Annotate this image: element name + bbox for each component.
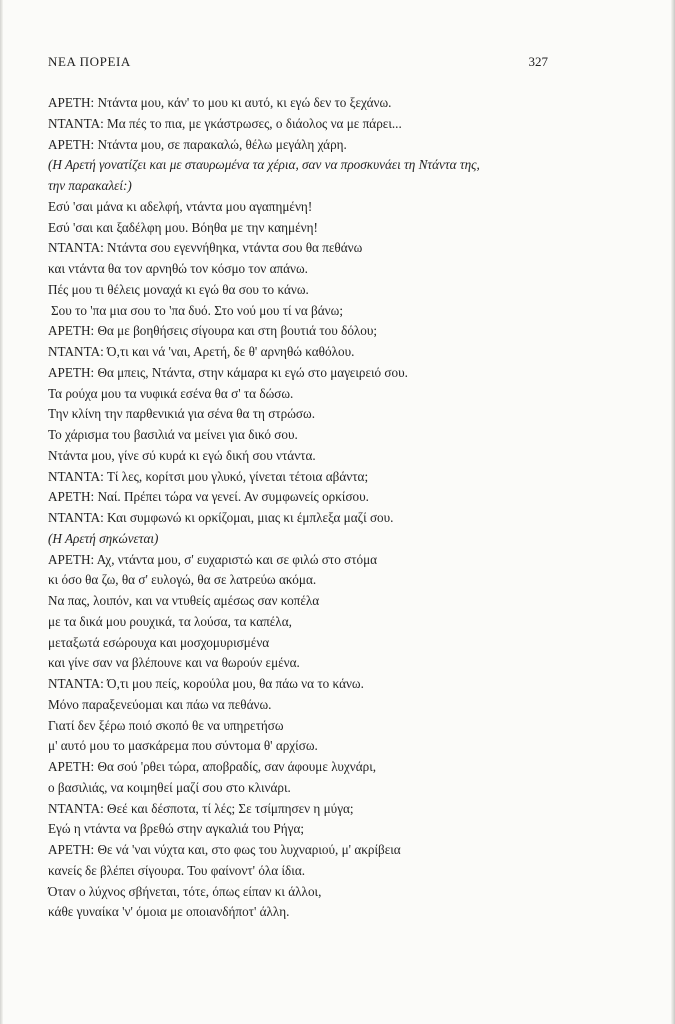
text-line: Γιατί δεν ξέρω ποιό σκοπό θε να υπηρετήσω bbox=[48, 717, 284, 733]
text-line: Εσύ 'σαι μάνα κι αδελφή, ντάντα μου αγαπημένη! bbox=[48, 198, 313, 214]
text-line: ΑΡΕΤΗ: Θα σού 'ρθει τώρα, αποβραδίς, σαν άφουμε λυχνάρι, bbox=[48, 759, 377, 774]
text-line: Εγώ η ντάντα να βρεθώ στην αγκαλιά του Ρήγα; bbox=[48, 821, 305, 837]
page-number: 327 bbox=[528, 54, 548, 69]
stage-direction-line: την παρακαλεί:) bbox=[48, 178, 132, 193]
text-line: ΑΡΕΤΗ: Θα με βοηθήσεις σίγουρα και στη βουτιά του δόλου; bbox=[48, 323, 378, 339]
text-line: μεταξωτά εσώρουχα και μοσχομυρισμένα bbox=[48, 634, 270, 650]
text-line: Εσύ 'σαι και ξαδέλφη μου. Βόηθα με την καημένη! bbox=[48, 219, 318, 235]
text-line: Να πας, λοιπόν, και να ντυθείς αμέσως σαν κοπέλα bbox=[48, 593, 320, 608]
text-line: ΝΤΑΝΤΑ: Και συμφωνώ κι ορκίζομαι, μιας κι έμπλεξα μαζί σου. bbox=[48, 510, 394, 525]
text-line: Ντάντα μου, γίνε σύ κυρά κι εγώ δική σου ντάντα. bbox=[48, 447, 316, 463]
text-line: ΑΡΕΤΗ: Θε νά 'ναι νύχτα και, στο φως του λυχναριού, μ' ακρίβεια bbox=[48, 842, 401, 857]
play-text bbox=[48, 93, 518, 923]
text-line: Όταν ο λύχνος σβήνεται, τότε, όπως είπαν κι άλλοι, bbox=[48, 883, 322, 899]
text-line: Πές μου τι θέλεις μοναχά κι εγώ θα σου το κάνω. bbox=[48, 281, 309, 297]
text-line: ΝΤΑΝΤΑ: Θεέ και δέσποτα, τί λές; Σε τσίμπησεν η μύγα; bbox=[48, 800, 354, 816]
text-line: ΝΤΑΝΤΑ: Μα πές το πια, με γκάστρωσες, ο διάολος να με πάρει... bbox=[48, 115, 402, 131]
stage-direction-line: (Η Αρετή σηκώνεται) bbox=[48, 530, 159, 546]
text-line: ο βασιλιάς, να κοιμηθεί μαζί σου στο κλινάρι. bbox=[48, 779, 291, 795]
text-line: ΝΤΑΝΤΑ: Ό,τι μου πείς, κορούλα μου, θα πάω να το κάνω. bbox=[48, 676, 364, 691]
text-line: και γίνε σαν να βλέπουνε και να θωρούν εμένα. bbox=[48, 655, 300, 671]
running-head: ΝΕΑ ΠΟΡΕΙΑ bbox=[48, 54, 131, 69]
text-line: με τα δικά μου ρουχικά, τα λούσα, τα καπέλα, bbox=[48, 613, 292, 629]
text-line: Σου το 'πα μια σου το 'πα δυό. Στο νού μου τί να βάνω; bbox=[51, 302, 343, 318]
text-line: ΑΡΕΤΗ: Ντάντα μου, σε παρακαλώ, θέλω μεγάλη χάρη. bbox=[48, 136, 347, 152]
text-line: ΑΡΕΤΗ: Αχ, ντάντα μου, σ' ευχαριστώ και σε φιλώ στο στόμα bbox=[48, 551, 378, 567]
text-line: ΝΤΑΝΤΑ: Ό,τι και νά 'ναι, Αρετή, δε θ' αρνηθώ καθόλου. bbox=[48, 344, 355, 359]
stage-direction-line: (Η Αρετή γονατίζει και με σταυρωμένα τα χέρια, σαν να προσκυνάει τη Ντάντα της, bbox=[48, 157, 480, 173]
scan-shadow-left bbox=[0, 0, 3, 1024]
text-line: ΑΡΕΤΗ: Ντάντα μου, κάν' το μου κι αυτό, κι εγώ δεν το ξεχάνω. bbox=[48, 95, 392, 110]
text-line: ΑΡΕΤΗ: Ναί. Πρέπει τώρα να γενεί. Αν συμφωνείς ορκίσου. bbox=[48, 489, 369, 505]
text-line: Μόνο παραξενεύομαι και πάω να πεθάνω. bbox=[48, 696, 272, 712]
text-line: μ' αυτό μου το μασκάρεμα που σύντομα θ' αρχίσω. bbox=[48, 738, 318, 754]
text-line: Την κλίνη την παρθενικιά για σένα θα τη στρώσω. bbox=[48, 406, 316, 422]
text-line: κάθε γυναίκα 'ν' όμοια με οποιανδήποτ' άλλη. bbox=[48, 904, 290, 920]
text-line: ΝΤΑΝΤΑ: Τί λες, κορίτσι μου γλυκό, γίνεται τέτοια αβάντα; bbox=[48, 468, 369, 484]
text-line: Τα ρούχα μου τα νυφικά εσένα θα σ' τα δώσω. bbox=[48, 385, 294, 401]
text-line: κανείς δε βλέπει σίγουρα. Του φαίνοντ' όλα ίδια. bbox=[48, 862, 306, 878]
text-line: Το χάρισμα του βασιλιά να μείνει για δικό σου. bbox=[48, 427, 298, 442]
text-line: ΑΡΕΤΗ: Θα μπεις, Ντάντα, στην κάμαρα κι εγώ στο μαγειρειό σου. bbox=[48, 364, 408, 380]
text-line: και ντάντα θα τον αρνηθώ τον κόσμο τον απάνω. bbox=[48, 261, 308, 276]
text-line: ΝΤΑΝΤΑ: Ντάντα σου εγεννήθηκα, ντάντα σου θα πεθάνω bbox=[48, 240, 363, 256]
text-line: κι όσο θα ζω, θα σ' ευλογώ, θα σε λατρεύω ακόμα. bbox=[48, 572, 317, 588]
scan-shadow-right bbox=[671, 0, 675, 1024]
